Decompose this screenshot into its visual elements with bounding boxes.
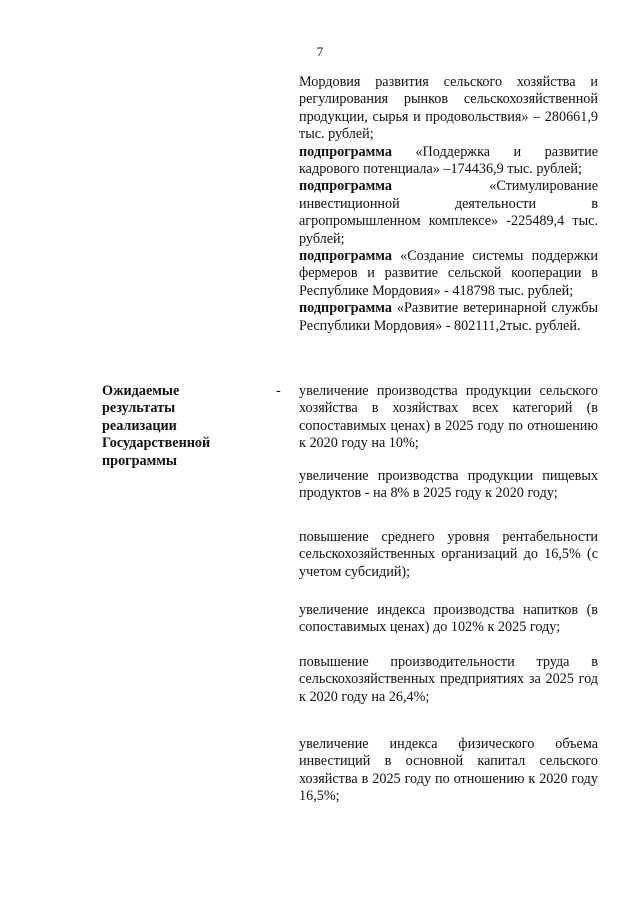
subprogram-1 [299,144,598,179]
result-text: увеличение индекса физического объема инвестиций в основной капитал сельского хозяйства в 2025 году по отношению к 2020 году 16,5%; [299,736,598,805]
result-text: повышение среднего уровня рентабельности сельскохозяйственных организаций до 16,5% (с учетом субсидий); [299,529,598,580]
result-text: увеличение производства продукции сельского хозяйства в хозяйствах всех категорий (в сопоставимых ценах) в 2025 году по отношению к 2020 году на 10%; [299,383,598,452]
result-text: увеличение производства продукции пищевых продуктов - на 8% в 2025 году к 2020 году; [299,468,598,502]
result-item-1 [299,383,598,453]
result-item-5 [299,654,598,706]
result-text: повышение производительности труда в сельскохозяйственных предприятиях за 2025 год к 2020 году на 26,4%; [299,654,598,705]
subprogram-4 [299,300,598,335]
page-number: 7 [316,44,324,59]
subprogram-3 [299,248,598,300]
subprogram-label: подпрограмма [299,178,392,195]
funding-continuation: Мордовия развития сельского хозяйства и регулирования рынков сельскохозяйственной продукции, сырья и продовольствия» – 280661,9 тыс. рублей; [299,74,598,143]
results-dash: - [276,383,281,399]
result-item-6 [299,736,598,806]
subprogram-text: «Стимулирование инвестиционной деятельности в агропромышленном комплексе» -225489,4 тыс. рублей; [299,178,598,247]
subprogram-text: «Развитие ветеринарной службы Республики Мордовия» - 802111,2тыс. рублей. [299,300,598,334]
funding-section [299,74,598,335]
results-label: Ожидаемые результаты реализации Государственной программы [102,383,211,469]
subprogram-text: «Создание системы поддержки фермеров и развитие сельской кооперации в Республике Мордовия» - 418798 тыс. рублей; [299,248,598,299]
result-item-2 [299,468,598,503]
subprogram-label: подпрограмма [299,300,392,317]
result-text: увеличение индекса производства напитков (в сопоставимых ценах) до 102% к 2025 году; [299,602,598,636]
subprogram-label: подпрограмма [299,143,392,160]
subprogram-label: подпрограмма [299,248,392,265]
result-item-4 [299,602,598,637]
result-item-3 [299,529,598,581]
subprogram-text: «Поддержка и развитие кадрового потенциала» –174436,9 тыс. рублей; [299,143,598,178]
subprogram-2 [299,178,598,248]
